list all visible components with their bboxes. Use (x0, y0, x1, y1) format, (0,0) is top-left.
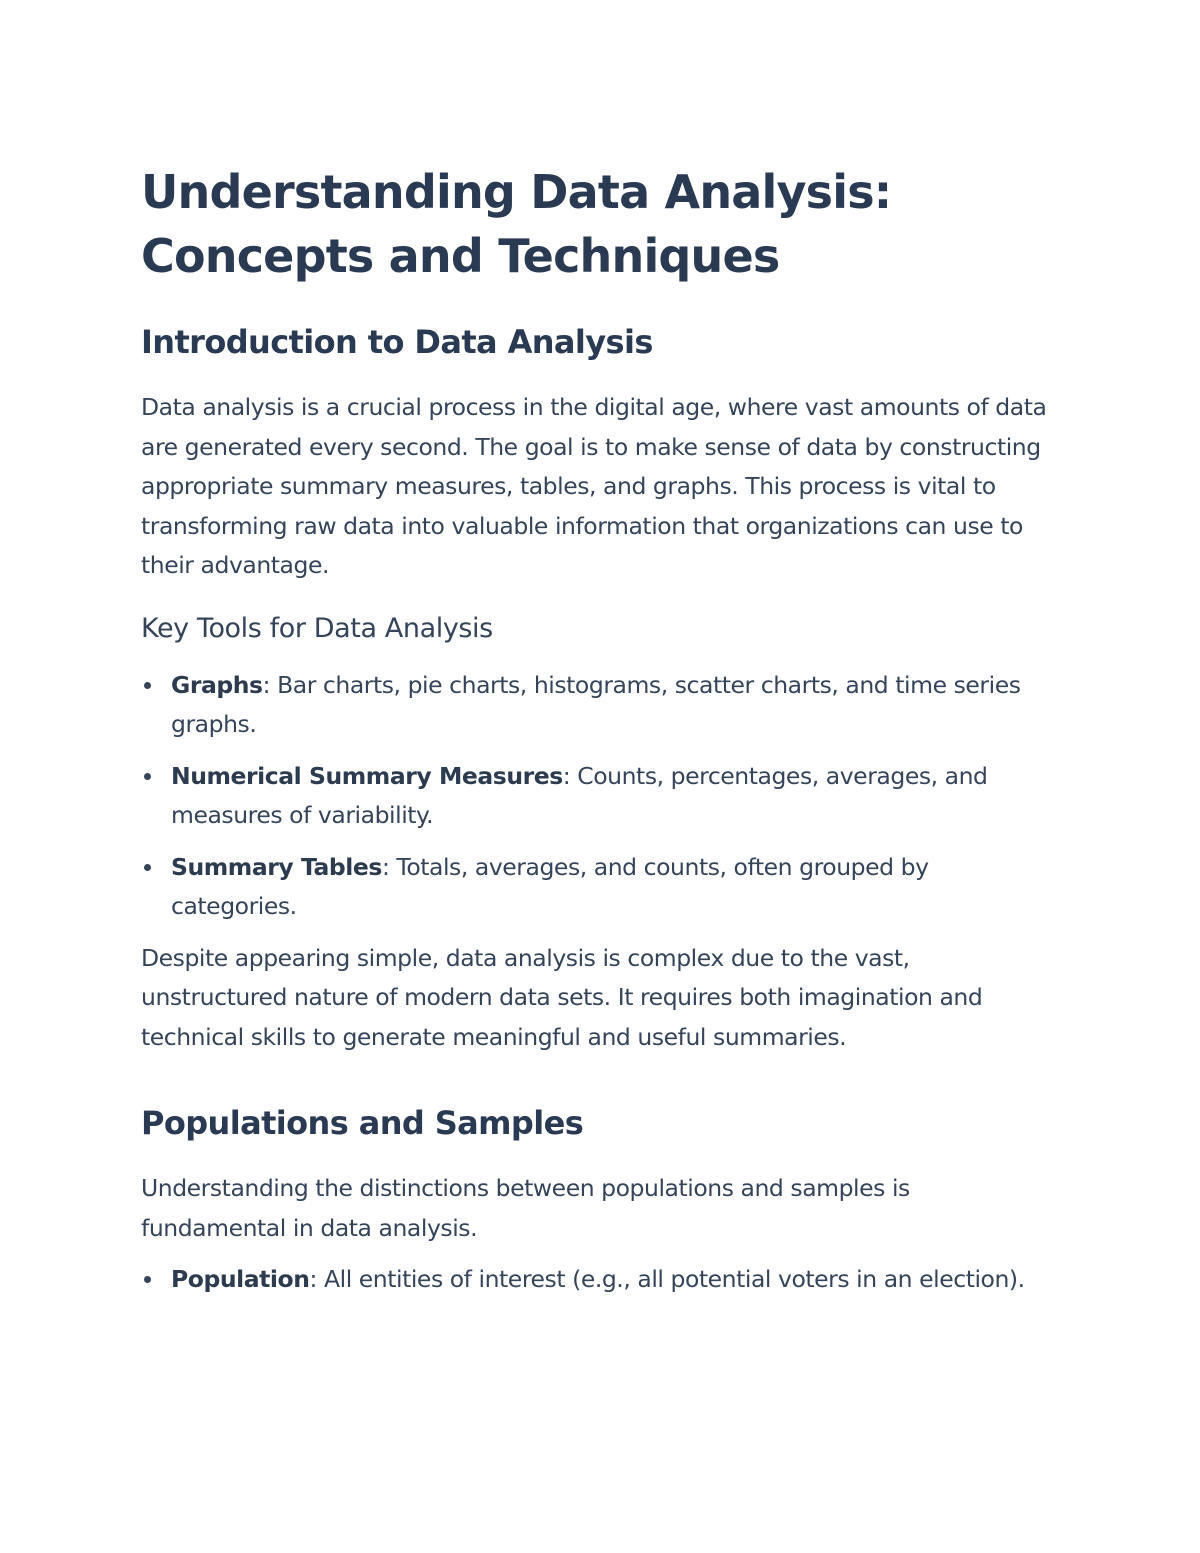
document-title: Understanding Data Analysis: Concepts and Techniques (141, 165, 892, 283)
bullet-icon (144, 682, 151, 689)
bullet-icon (144, 864, 151, 871)
section-heading-introduction: Introduction to Data Analysis (141, 323, 653, 361)
list-item-term: Graphs (171, 670, 263, 699)
section-heading-populations: Populations and Samples (141, 1104, 584, 1142)
bullet-icon (144, 773, 151, 780)
list-item-term: Summary Tables (171, 852, 382, 881)
list-item (141, 1260, 1061, 1300)
list-item (141, 757, 1061, 836)
list-item (141, 666, 1061, 745)
list-item-description: : Bar charts, pie charts, histograms, scatter charts, and time series graphs. (171, 670, 1021, 738)
bullet-icon (144, 1276, 151, 1283)
populations-paragraph: Understanding the distinctions between populations and samples is fundamental in data analysis. (141, 1174, 910, 1242)
key-tools-list (141, 666, 1061, 927)
list-item-description: : Counts, percentages, averages, and measures of variability. (171, 761, 988, 829)
list-item-description: : Totals, averages, and counts, often grouped by categories. (171, 852, 929, 920)
populations-list (141, 1260, 1061, 1300)
subheading-key-tools: Key Tools for Data Analysis (141, 612, 493, 644)
document-page (141, 160, 1061, 1312)
list-item-term: Numerical Summary Measures (171, 761, 563, 790)
list-item (141, 848, 1061, 927)
list-item-term: Population (171, 1265, 310, 1293)
closing-paragraph: Despite appearing simple, data analysis is complex due to the vast, unstructured nature of modern data sets. It requires both imagination and technical skills to generate meaningful and useful summaries. (141, 943, 983, 1051)
list-item-description: : All entities of interest (e.g., all potential voters in an election). (309, 1265, 1025, 1293)
intro-paragraph: Data analysis is a crucial process in the digital age, where vast amounts of data are generated every second. The goal is to make sense of data by constructing appropriate summary measures, tables, and graphs. This process is vital to transforming raw data into valuable information that organizations can use to their advantage. (141, 393, 1047, 579)
